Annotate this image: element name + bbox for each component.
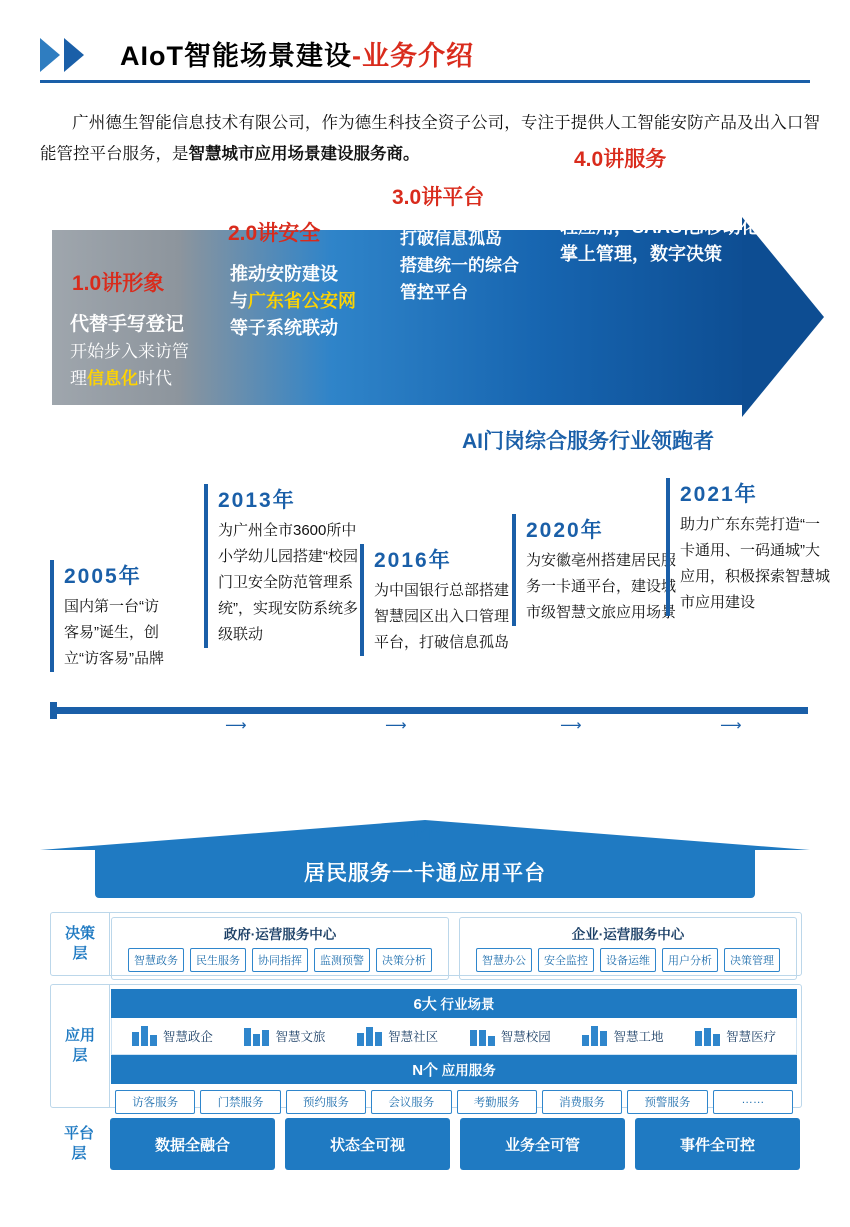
timeline-text: 为广州全市3600所中小学幼儿园搭建“校园门卫安全防范管理系统”，实现安防系统多级联动: [218, 522, 358, 643]
timeline-text: 国内第一台“访客易”诞生，创立“访客易”品牌: [64, 598, 164, 667]
page-title-sub: -业务介绍: [352, 41, 474, 71]
service-item[interactable]: 门禁服务: [200, 1090, 280, 1114]
double-chevron-icon: [40, 38, 110, 72]
timeline-arrow-1-icon: ⟶: [225, 717, 247, 734]
service-item[interactable]: 预警服务: [627, 1090, 707, 1114]
stage-1-line-2: 开始步入来访管: [70, 342, 189, 361]
scene-item[interactable]: 智慧政企: [132, 1026, 213, 1046]
timeline-year: 2005年: [64, 565, 142, 588]
platform-capability[interactable]: 业务全可管: [460, 1118, 625, 1170]
stage-2-line-1: 推动安防建设: [230, 264, 338, 284]
platform-capability[interactable]: 数据全融合: [110, 1118, 275, 1170]
timeline-year: 2016年: [374, 549, 452, 572]
timeline-axis: [50, 707, 808, 714]
scene-item[interactable]: 智慧工地: [582, 1026, 663, 1046]
decision-chip[interactable]: 决策管理: [724, 948, 780, 972]
stage-3-line-1: 打破信息孤岛: [400, 229, 502, 248]
decision-chip[interactable]: 用户分析: [662, 948, 718, 972]
stage-3-line-2: 搭建统一的综合: [400, 256, 519, 275]
decision-chip[interactable]: 安全监控: [538, 948, 594, 972]
stage-2-line-2: 与广东省公安网: [230, 291, 356, 311]
construction-site-icon: [582, 1026, 608, 1046]
timeline-year: 2020年: [526, 519, 604, 542]
decision-column-title: 企业·运营服务中心: [571, 927, 685, 942]
timeline-arrow-4-icon: ⟶: [720, 717, 742, 734]
stage-2-caption: 2.0讲安全: [228, 222, 321, 245]
platform-roof: [40, 820, 810, 898]
title-divider: [40, 80, 810, 83]
stage-4-line-2: 轻应用，SAAS化/移动化: [560, 217, 760, 237]
stage-3-line-3: 管控平台: [400, 283, 468, 302]
timeline-year: 2021年: [680, 483, 758, 506]
platform-capability[interactable]: 事件全可控: [635, 1118, 800, 1170]
decision-chip[interactable]: 决策分析: [376, 948, 432, 972]
platform-count: 1个: [410, 823, 440, 844]
stage-2-highlight: 广东省公安网: [248, 291, 356, 311]
page-title-main: AIoT智能场景建设: [120, 41, 352, 71]
community-icon: [357, 1026, 383, 1046]
intro-line-1: 广州德生智能信息技术有限公司，作为德生科技全资子公司，专注于提供人工智: [72, 114, 654, 132]
platform-title-bar: [95, 850, 755, 898]
decision-chip[interactable]: 监测预警: [314, 948, 370, 972]
platform-capability[interactable]: 状态全可视: [285, 1118, 450, 1170]
platform-architecture: [0, 800, 850, 1220]
decision-chip[interactable]: 协同指挥: [252, 948, 308, 972]
service-item[interactable]: 消费服务: [542, 1090, 622, 1114]
scene-band: [111, 989, 797, 1018]
stage-4-line-3: 掌上管理，数字决策: [560, 244, 722, 264]
scene-item[interactable]: 智慧社区: [357, 1026, 438, 1046]
decision-chip[interactable]: 民生服务: [190, 948, 246, 972]
decision-chip[interactable]: 设备运维: [600, 948, 656, 972]
service-item[interactable]: 预约服务: [286, 1090, 366, 1114]
stage-4-caption: 4.0讲服务: [574, 148, 667, 171]
decision-chip[interactable]: 智慧政务: [128, 948, 184, 972]
stage-1-line-3: 理信息化时代: [70, 369, 172, 388]
timeline-item: [666, 478, 830, 616]
scene-item[interactable]: 智慧医疗: [695, 1026, 776, 1046]
stage-2-body: [222, 253, 410, 350]
government-building-icon: [132, 1026, 158, 1046]
stage-3-body: [392, 217, 566, 314]
scene-item[interactable]: 智慧文旅: [244, 1026, 325, 1046]
scene-item[interactable]: 智慧校园: [470, 1026, 551, 1046]
campus-icon: [470, 1026, 496, 1046]
intro-line-3: 智慧城市应用场景建设服务商。: [188, 145, 420, 163]
platform-layer: [50, 1118, 800, 1170]
decision-layer-label: [51, 913, 110, 975]
stage-1-caption: 1.0讲形象: [72, 272, 165, 295]
timeline-item: [204, 484, 366, 648]
page-header: [40, 34, 810, 86]
timeline-year: 2013年: [218, 489, 296, 512]
tourism-icon: [244, 1026, 270, 1046]
application-layer: [50, 984, 802, 1108]
timeline-arrow-3-icon: ⟶: [560, 717, 582, 734]
service-band: [111, 1055, 797, 1084]
stage-3-caption: 3.0讲平台: [392, 186, 485, 209]
decision-column-enterprise: [459, 917, 797, 980]
stage-4-line-1: 提升管理效率: [560, 190, 675, 211]
service-item[interactable]: 访客服务: [115, 1090, 195, 1114]
scene-band-text: 行业场景: [440, 997, 495, 1012]
timeline-section: [0, 470, 850, 745]
decision-layer: [50, 912, 802, 976]
stage-1-line-1: 代替手写登记: [70, 314, 185, 335]
service-band-text: 应用服务: [441, 1063, 496, 1078]
decision-column-gov: [111, 917, 449, 980]
service-row: [111, 1084, 797, 1118]
service-item[interactable]: 会议服务: [371, 1090, 451, 1114]
service-item[interactable]: 考勤服务: [457, 1090, 537, 1114]
platform-layer-label: 平台 层: [63, 1125, 94, 1162]
stage-2-line-3: 等子系统联动: [230, 318, 338, 338]
scene-row: [111, 1018, 797, 1055]
hospital-icon: [695, 1026, 721, 1046]
intro-paragraph: [40, 108, 820, 170]
timeline-text: 为安徽亳州搭建居民服务一卡通平台，建设城市级智慧文旅应用场景: [526, 552, 677, 621]
timeline-text: 为中国银行总部搭建智慧园区出入口管理平台，打破信息孤岛: [374, 582, 510, 651]
decision-column-title: 政府·运营服务中心: [223, 927, 337, 942]
application-layer-label: 应用 层: [51, 985, 110, 1107]
intro-line-2: 能安防产品及出入口智能管控平台服务，是: [40, 114, 821, 163]
timeline-text: 助力广东东莞打造“一卡通用、一码通城”大应用，积极探索智慧城市应用建设: [680, 516, 831, 611]
decision-layer-label-text: 决策 层: [64, 925, 95, 962]
service-item[interactable]: ……: [713, 1090, 793, 1114]
timeline-item: [512, 514, 676, 626]
decision-chip[interactable]: 智慧办公: [476, 948, 532, 972]
page-title: [120, 34, 474, 73]
stage-1-highlight: 信息化: [87, 369, 138, 388]
timeline-item: [360, 544, 522, 656]
leader-slogan: AI门岗综合服务行业领跑者: [462, 430, 714, 453]
scene-band-count: 6大: [413, 996, 437, 1013]
stage-1-body: [60, 303, 240, 400]
timeline-item: [50, 560, 172, 672]
service-band-count: N个: [412, 1062, 439, 1079]
platform-title: 居民服务一卡通应用平台: [304, 862, 546, 885]
stage-4-body: [552, 179, 816, 276]
timeline-arrow-2-icon: ⟶: [385, 717, 407, 734]
